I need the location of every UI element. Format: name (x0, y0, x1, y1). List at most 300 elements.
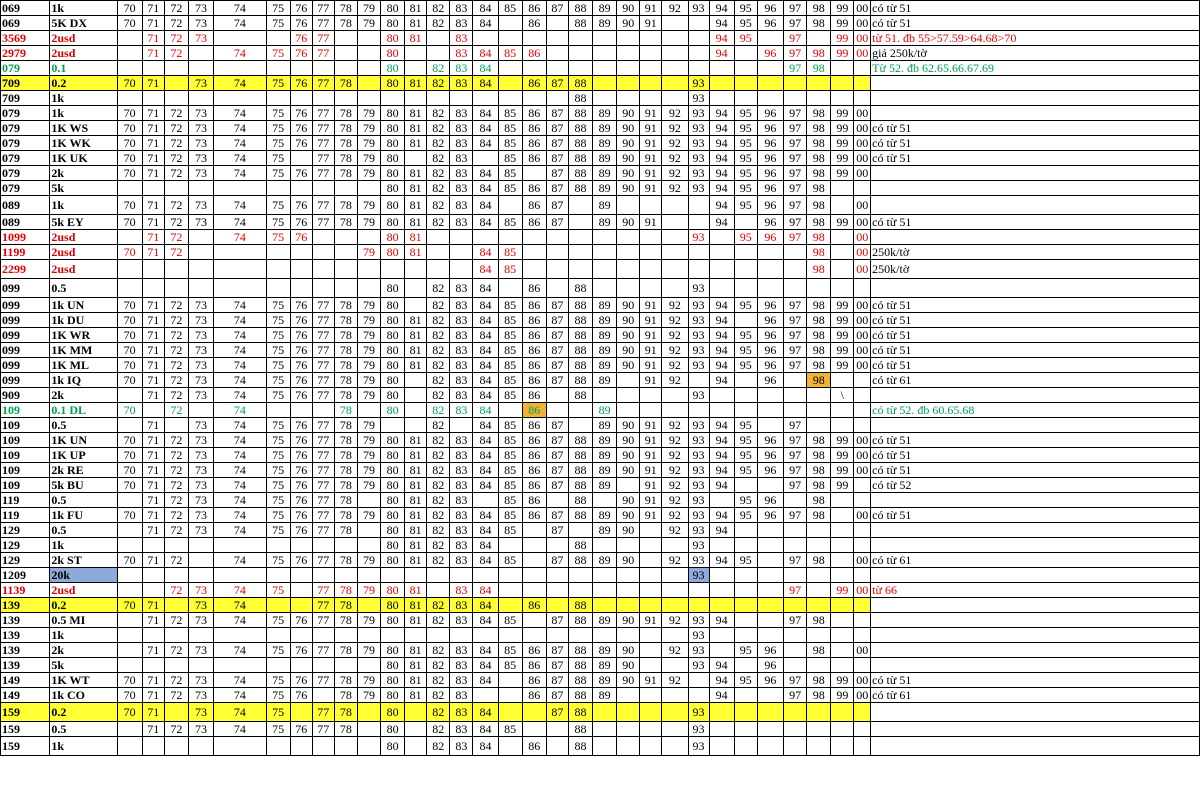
value-cell[interactable] (709, 598, 734, 613)
value-cell[interactable]: 91 (640, 478, 662, 493)
row-id-cell[interactable]: 909 (1, 388, 50, 403)
value-cell[interactable]: 93 (688, 538, 709, 553)
value-cell[interactable]: 78 (334, 16, 357, 31)
value-cell[interactable]: 89 (593, 403, 617, 418)
value-cell[interactable]: 88 (568, 151, 592, 166)
value-cell[interactable]: 74 (214, 313, 266, 328)
value-cell[interactable] (522, 523, 546, 538)
value-cell[interactable]: 70 (117, 313, 142, 328)
value-cell[interactable]: 86 (522, 508, 546, 523)
value-cell[interactable] (784, 403, 807, 418)
value-cell[interactable] (117, 658, 142, 673)
value-cell[interactable] (117, 181, 142, 196)
value-cell[interactable]: 80 (381, 688, 405, 703)
value-cell[interactable]: 73 (188, 478, 213, 493)
value-cell[interactable] (405, 260, 427, 279)
value-cell[interactable] (688, 673, 709, 688)
value-cell[interactable] (188, 279, 213, 298)
value-cell[interactable] (709, 91, 734, 106)
value-cell[interactable]: 72 (164, 121, 188, 136)
value-cell[interactable]: 97 (784, 463, 807, 478)
value-cell[interactable] (662, 31, 688, 46)
value-cell[interactable]: 93 (688, 463, 709, 478)
value-cell[interactable]: 91 (640, 673, 662, 688)
value-cell[interactable] (854, 403, 871, 418)
value-cell[interactable]: 76 (290, 523, 312, 538)
value-cell[interactable] (142, 181, 164, 196)
value-cell[interactable]: 77 (312, 166, 334, 181)
value-cell[interactable]: 80 (381, 328, 405, 343)
row-id-cell[interactable]: 079 (1, 181, 50, 196)
note-cell[interactable]: có từ 51 (871, 463, 1200, 478)
value-cell[interactable]: 77 (312, 613, 334, 628)
value-cell[interactable]: 75 (266, 418, 290, 433)
value-cell[interactable]: 90 (617, 106, 640, 121)
value-cell[interactable] (473, 568, 498, 583)
value-cell[interactable]: 87 (546, 433, 568, 448)
value-cell[interactable] (214, 538, 266, 553)
value-cell[interactable] (734, 628, 757, 643)
value-cell[interactable]: 77 (312, 328, 334, 343)
value-cell[interactable] (784, 373, 807, 388)
value-cell[interactable] (807, 418, 831, 433)
value-cell[interactable]: 87 (546, 508, 568, 523)
value-cell[interactable]: 72 (164, 433, 188, 448)
value-cell[interactable]: 75 (266, 373, 290, 388)
value-cell[interactable]: 85 (498, 523, 522, 538)
value-cell[interactable]: 72 (164, 313, 188, 328)
value-cell[interactable]: 96 (757, 493, 783, 508)
value-cell[interactable] (734, 388, 757, 403)
value-cell[interactable]: 76 (290, 313, 312, 328)
value-cell[interactable]: 88 (568, 166, 592, 181)
value-cell[interactable]: 77 (312, 373, 334, 388)
value-cell[interactable] (546, 230, 568, 245)
value-cell[interactable] (617, 196, 640, 215)
value-cell[interactable]: 00 (854, 328, 871, 343)
value-cell[interactable]: 73 (188, 215, 213, 230)
value-cell[interactable] (214, 628, 266, 643)
value-cell[interactable] (214, 737, 266, 756)
value-cell[interactable] (405, 722, 427, 737)
value-cell[interactable] (450, 628, 473, 643)
value-cell[interactable]: 97 (784, 553, 807, 568)
value-cell[interactable]: 91 (640, 121, 662, 136)
value-cell[interactable]: 88 (568, 181, 592, 196)
value-cell[interactable] (266, 245, 290, 260)
row-id-cell[interactable]: 1209 (1, 568, 50, 583)
value-cell[interactable]: 73 (188, 613, 213, 628)
value-cell[interactable]: 00 (854, 553, 871, 568)
value-cell[interactable] (709, 493, 734, 508)
value-cell[interactable]: 84 (473, 583, 498, 598)
value-cell[interactable] (640, 279, 662, 298)
value-cell[interactable] (807, 703, 831, 722)
value-cell[interactable]: 94 (709, 106, 734, 121)
note-cell[interactable] (871, 493, 1200, 508)
note-cell[interactable]: có từ 52 (871, 478, 1200, 493)
value-cell[interactable]: 78 (334, 373, 357, 388)
value-cell[interactable]: 82 (427, 313, 450, 328)
value-cell[interactable]: 81 (405, 196, 427, 215)
value-cell[interactable] (640, 523, 662, 538)
row-name-cell[interactable]: 0.2 (50, 76, 117, 91)
value-cell[interactable]: 88 (568, 91, 592, 106)
row-id-cell[interactable]: 709 (1, 76, 50, 91)
value-cell[interactable] (831, 61, 854, 76)
row-name-cell[interactable]: 0.5 MI (50, 613, 117, 628)
row-id-cell[interactable]: 089 (1, 196, 50, 215)
value-cell[interactable]: 97 (784, 343, 807, 358)
value-cell[interactable] (498, 688, 522, 703)
note-cell[interactable]: có từ 51 (871, 121, 1200, 136)
value-cell[interactable]: 84 (473, 722, 498, 737)
value-cell[interactable] (757, 737, 783, 756)
value-cell[interactable]: 82 (427, 493, 450, 508)
value-cell[interactable] (734, 703, 757, 722)
value-cell[interactable]: 84 (473, 388, 498, 403)
value-cell[interactable]: 95 (734, 298, 757, 313)
value-cell[interactable]: 93 (688, 433, 709, 448)
value-cell[interactable]: 74 (214, 643, 266, 658)
value-cell[interactable]: 99 (831, 448, 854, 463)
value-cell[interactable] (427, 628, 450, 643)
value-cell[interactable] (709, 568, 734, 583)
value-cell[interactable]: 97 (784, 181, 807, 196)
value-cell[interactable]: 98 (807, 313, 831, 328)
value-cell[interactable] (334, 737, 357, 756)
value-cell[interactable]: 98 (807, 478, 831, 493)
value-cell[interactable]: 76 (290, 722, 312, 737)
value-cell[interactable]: 87 (546, 196, 568, 215)
value-cell[interactable]: 88 (568, 373, 592, 388)
value-cell[interactable]: 83 (450, 523, 473, 538)
row-name-cell[interactable]: 0.2 (50, 598, 117, 613)
note-cell[interactable] (871, 279, 1200, 298)
value-cell[interactable]: 76 (290, 448, 312, 463)
value-cell[interactable]: 84 (473, 553, 498, 568)
value-cell[interactable]: 99 (831, 673, 854, 688)
value-cell[interactable] (290, 628, 312, 643)
value-cell[interactable] (807, 722, 831, 737)
value-cell[interactable] (831, 181, 854, 196)
value-cell[interactable]: 00 (854, 106, 871, 121)
value-cell[interactable]: 73 (188, 493, 213, 508)
row-name-cell[interactable]: 0.5 (50, 418, 117, 433)
value-cell[interactable]: 00 (854, 151, 871, 166)
value-cell[interactable]: 97 (784, 230, 807, 245)
value-cell[interactable]: 90 (617, 343, 640, 358)
value-cell[interactable]: 88 (568, 433, 592, 448)
value-cell[interactable] (854, 478, 871, 493)
value-cell[interactable] (734, 568, 757, 583)
value-cell[interactable]: 86 (522, 373, 546, 388)
value-cell[interactable]: 71 (142, 433, 164, 448)
row-name-cell[interactable]: 1K UN (50, 433, 117, 448)
value-cell[interactable] (831, 598, 854, 613)
value-cell[interactable]: 83 (450, 478, 473, 493)
value-cell[interactable] (807, 628, 831, 643)
value-cell[interactable]: 76 (290, 76, 312, 91)
value-cell[interactable]: 71 (142, 245, 164, 260)
value-cell[interactable] (662, 196, 688, 215)
value-cell[interactable] (662, 583, 688, 598)
row-name-cell[interactable]: 2k (50, 388, 117, 403)
value-cell[interactable]: 71 (142, 373, 164, 388)
value-cell[interactable]: 75 (266, 121, 290, 136)
value-cell[interactable]: 79 (357, 553, 380, 568)
value-cell[interactable]: 82 (427, 658, 450, 673)
value-cell[interactable]: 87 (546, 181, 568, 196)
value-cell[interactable] (546, 16, 568, 31)
value-cell[interactable]: 88 (568, 121, 592, 136)
value-cell[interactable]: 89 (593, 121, 617, 136)
value-cell[interactable]: 96 (757, 106, 783, 121)
value-cell[interactable]: 84 (473, 298, 498, 313)
value-cell[interactable] (546, 46, 568, 61)
value-cell[interactable]: 86 (522, 16, 546, 31)
value-cell[interactable]: 70 (117, 688, 142, 703)
value-cell[interactable]: 75 (266, 478, 290, 493)
value-cell[interactable]: 78 (334, 673, 357, 688)
value-cell[interactable]: 84 (473, 245, 498, 260)
value-cell[interactable] (662, 538, 688, 553)
value-cell[interactable] (214, 31, 266, 46)
value-cell[interactable]: 92 (662, 1, 688, 16)
value-cell[interactable]: 80 (381, 737, 405, 756)
value-cell[interactable] (290, 279, 312, 298)
value-cell[interactable] (450, 260, 473, 279)
value-cell[interactable]: 00 (854, 343, 871, 358)
value-cell[interactable] (142, 658, 164, 673)
value-cell[interactable] (117, 388, 142, 403)
value-cell[interactable]: 96 (757, 181, 783, 196)
value-cell[interactable]: 79 (357, 478, 380, 493)
value-cell[interactable] (546, 737, 568, 756)
value-cell[interactable]: 93 (688, 279, 709, 298)
value-cell[interactable]: 79 (357, 151, 380, 166)
value-cell[interactable]: 82 (427, 166, 450, 181)
value-cell[interactable]: 77 (312, 523, 334, 538)
value-cell[interactable]: 88 (568, 508, 592, 523)
value-cell[interactable]: 77 (312, 121, 334, 136)
value-cell[interactable] (640, 703, 662, 722)
value-cell[interactable]: 75 (266, 196, 290, 215)
value-cell[interactable]: 89 (593, 658, 617, 673)
value-cell[interactable]: 86 (522, 121, 546, 136)
value-cell[interactable]: 71 (142, 688, 164, 703)
value-cell[interactable]: 81 (405, 313, 427, 328)
row-name-cell[interactable]: 5k EY (50, 215, 117, 230)
value-cell[interactable] (688, 46, 709, 61)
value-cell[interactable]: 77 (312, 448, 334, 463)
value-cell[interactable]: 74 (214, 196, 266, 215)
value-cell[interactable]: 83 (450, 737, 473, 756)
value-cell[interactable]: 92 (662, 166, 688, 181)
value-cell[interactable] (164, 598, 188, 613)
value-cell[interactable]: 84 (473, 658, 498, 673)
value-cell[interactable]: 00 (854, 313, 871, 328)
value-cell[interactable]: 76 (290, 328, 312, 343)
note-cell[interactable] (871, 737, 1200, 756)
value-cell[interactable]: 81 (405, 433, 427, 448)
value-cell[interactable]: 76 (290, 418, 312, 433)
value-cell[interactable] (709, 643, 734, 658)
value-cell[interactable]: 76 (290, 196, 312, 215)
note-cell[interactable]: có từ 51 (871, 313, 1200, 328)
note-cell[interactable] (871, 388, 1200, 403)
value-cell[interactable]: 89 (593, 16, 617, 31)
value-cell[interactable]: 73 (188, 418, 213, 433)
value-cell[interactable]: 84 (473, 76, 498, 91)
value-cell[interactable] (662, 403, 688, 418)
note-cell[interactable] (871, 181, 1200, 196)
value-cell[interactable] (854, 388, 871, 403)
value-cell[interactable]: 99 (831, 46, 854, 61)
row-name-cell[interactable]: 2usd (50, 583, 117, 598)
value-cell[interactable]: 89 (593, 343, 617, 358)
value-cell[interactable] (807, 279, 831, 298)
value-cell[interactable]: 80 (381, 373, 405, 388)
value-cell[interactable]: 88 (568, 478, 592, 493)
value-cell[interactable]: 88 (568, 493, 592, 508)
row-name-cell[interactable]: 1K WR (50, 328, 117, 343)
value-cell[interactable]: 70 (117, 478, 142, 493)
note-cell[interactable] (871, 598, 1200, 613)
value-cell[interactable]: 70 (117, 298, 142, 313)
value-cell[interactable] (757, 61, 783, 76)
value-cell[interactable]: 76 (290, 1, 312, 16)
value-cell[interactable]: 00 (854, 673, 871, 688)
value-cell[interactable]: 74 (214, 151, 266, 166)
value-cell[interactable]: 73 (188, 31, 213, 46)
value-cell[interactable] (854, 628, 871, 643)
value-cell[interactable] (640, 31, 662, 46)
value-cell[interactable]: 98 (807, 358, 831, 373)
value-cell[interactable]: 89 (593, 151, 617, 166)
value-cell[interactable]: 95 (734, 433, 757, 448)
value-cell[interactable]: 75 (266, 1, 290, 16)
value-cell[interactable]: 73 (188, 358, 213, 373)
value-cell[interactable]: 87 (546, 328, 568, 343)
value-cell[interactable] (312, 181, 334, 196)
value-cell[interactable]: 99 (831, 343, 854, 358)
note-cell[interactable]: từ 66 (871, 583, 1200, 598)
value-cell[interactable] (214, 568, 266, 583)
value-cell[interactable]: 88 (568, 106, 592, 121)
value-cell[interactable]: 78 (334, 388, 357, 403)
value-cell[interactable]: 91 (640, 373, 662, 388)
value-cell[interactable] (142, 260, 164, 279)
note-cell[interactable]: có từ 51 (871, 328, 1200, 343)
value-cell[interactable]: 84 (473, 737, 498, 756)
value-cell[interactable]: 90 (617, 1, 640, 16)
value-cell[interactable]: 82 (427, 673, 450, 688)
value-cell[interactable]: 71 (142, 151, 164, 166)
value-cell[interactable]: 82 (427, 298, 450, 313)
value-cell[interactable]: 82 (427, 448, 450, 463)
value-cell[interactable]: 86 (522, 298, 546, 313)
value-cell[interactable]: 00 (854, 46, 871, 61)
value-cell[interactable]: 77 (312, 313, 334, 328)
value-cell[interactable]: 76 (290, 166, 312, 181)
value-cell[interactable]: 99 (831, 1, 854, 16)
value-cell[interactable]: 89 (593, 523, 617, 538)
value-cell[interactable]: 84 (473, 215, 498, 230)
value-cell[interactable]: 77 (312, 388, 334, 403)
row-name-cell[interactable]: 1k IQ (50, 373, 117, 388)
value-cell[interactable]: 83 (450, 279, 473, 298)
value-cell[interactable] (290, 568, 312, 583)
value-cell[interactable]: 78 (334, 403, 357, 418)
value-cell[interactable]: 98 (807, 298, 831, 313)
value-cell[interactable]: 82 (427, 523, 450, 538)
value-cell[interactable]: 73 (188, 583, 213, 598)
value-cell[interactable]: 73 (188, 328, 213, 343)
value-cell[interactable]: 99 (831, 583, 854, 598)
value-cell[interactable] (854, 613, 871, 628)
value-cell[interactable] (473, 493, 498, 508)
value-cell[interactable]: 89 (593, 613, 617, 628)
value-cell[interactable]: 94 (709, 181, 734, 196)
value-cell[interactable] (831, 508, 854, 523)
value-cell[interactable]: 81 (405, 538, 427, 553)
value-cell[interactable]: 84 (473, 136, 498, 151)
value-cell[interactable]: 81 (405, 215, 427, 230)
value-cell[interactable]: 72 (164, 298, 188, 313)
value-cell[interactable]: 94 (709, 508, 734, 523)
value-cell[interactable]: 78 (334, 1, 357, 16)
value-cell[interactable] (312, 245, 334, 260)
value-cell[interactable]: 95 (734, 643, 757, 658)
value-cell[interactable] (757, 91, 783, 106)
value-cell[interactable]: 94 (709, 46, 734, 61)
value-cell[interactable]: 93 (688, 508, 709, 523)
value-cell[interactable]: 85 (498, 343, 522, 358)
value-cell[interactable]: 80 (381, 598, 405, 613)
value-cell[interactable]: 83 (450, 583, 473, 598)
value-cell[interactable]: 93 (688, 448, 709, 463)
note-cell[interactable]: có từ 52. đb 60.65.68 (871, 403, 1200, 418)
value-cell[interactable] (568, 196, 592, 215)
value-cell[interactable]: 95 (734, 1, 757, 16)
value-cell[interactable]: 72 (164, 493, 188, 508)
value-cell[interactable]: 77 (312, 136, 334, 151)
value-cell[interactable]: 00 (854, 358, 871, 373)
value-cell[interactable]: 87 (546, 343, 568, 358)
value-cell[interactable] (357, 703, 380, 722)
value-cell[interactable] (188, 403, 213, 418)
value-cell[interactable] (357, 181, 380, 196)
value-cell[interactable]: 79 (357, 245, 380, 260)
value-cell[interactable] (593, 703, 617, 722)
value-cell[interactable]: 78 (334, 463, 357, 478)
value-cell[interactable]: 75 (266, 106, 290, 121)
value-cell[interactable]: 82 (427, 181, 450, 196)
value-cell[interactable] (757, 260, 783, 279)
row-name-cell[interactable]: 1k (50, 196, 117, 215)
value-cell[interactable]: 97 (784, 358, 807, 373)
value-cell[interactable]: 81 (405, 478, 427, 493)
value-cell[interactable]: 83 (450, 658, 473, 673)
value-cell[interactable]: 74 (214, 463, 266, 478)
value-cell[interactable]: 81 (405, 16, 427, 31)
value-cell[interactable]: 75 (266, 166, 290, 181)
value-cell[interactable]: 75 (266, 433, 290, 448)
value-cell[interactable] (593, 583, 617, 598)
value-cell[interactable]: 88 (568, 358, 592, 373)
value-cell[interactable] (498, 76, 522, 91)
